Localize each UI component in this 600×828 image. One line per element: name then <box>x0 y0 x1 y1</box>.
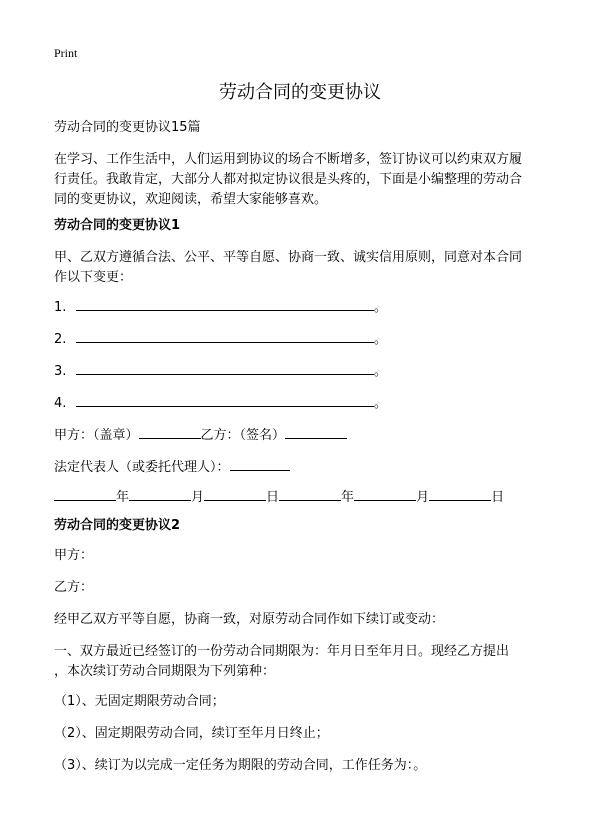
party-a-seal-label: 甲方：（盖章） <box>54 428 139 443</box>
change-item-3 <box>54 360 554 382</box>
year-label-b: 年 <box>341 490 355 505</box>
day-label-b: 日 <box>491 490 505 505</box>
month-blank-b <box>354 486 416 501</box>
intro-line-3: 同的变更协议，欢迎阅读，希望大家能够喜欢。 <box>54 192 328 207</box>
change-item-4 <box>54 392 554 414</box>
fill-blank <box>76 328 374 343</box>
clause-1-line-1: 一、双方最近已经签订的一份劳动合同期限为：年月日至年月日。现经乙方提出 <box>54 644 510 659</box>
item-end: 。 <box>374 300 388 315</box>
date-row <box>54 486 554 508</box>
item-number: 4. <box>54 396 67 411</box>
fill-blank <box>76 360 374 375</box>
month-label-a: 月 <box>191 490 205 505</box>
item-number: 3. <box>54 364 67 379</box>
year-label-a: 年 <box>116 490 130 505</box>
section-2-heading: 劳动合同的变更协议2 <box>54 518 181 533</box>
change-item-1 <box>54 296 554 318</box>
item-end: 。 <box>374 396 388 411</box>
clause-1-line-2: ，本次续订劳动合同期限为下列第种： <box>54 664 276 679</box>
month-blank-a <box>129 486 191 501</box>
intro-line-2: 行责任。我敢肯定，大部分人都对拟定协议很是头疼的，下面是小编整理的劳动合 <box>54 172 523 187</box>
fill-blank <box>76 296 374 311</box>
party-b-blank <box>285 424 347 439</box>
section-1-para-line-2: 作以下变更： <box>54 270 133 285</box>
document-title: 劳动合同的变更协议 <box>219 82 381 103</box>
option-3: （3）、续订为以完成一定任务为期限的劳动合同，工作任务为：。 <box>54 758 427 773</box>
year-blank-b <box>279 486 341 501</box>
item-number: 2. <box>54 332 67 347</box>
document-subtitle: 劳动合同的变更协议15篇 <box>54 120 201 135</box>
legal-rep-blank <box>230 456 290 471</box>
item-end: 。 <box>374 332 388 347</box>
section-2-party-a: 甲方： <box>54 548 94 563</box>
section-1-para-line-1: 甲、乙双方遵循合法、公平、平等自愿、协商一致、诚实信用原则，同意对本合同 <box>54 250 523 265</box>
change-item-2 <box>54 328 554 350</box>
party-a-blank <box>139 424 201 439</box>
intro-line-1: 在学习、工作生活中，人们运用到协议的场合不断增多，签订协议可以约束双方履 <box>54 152 523 167</box>
month-label-b: 月 <box>416 490 430 505</box>
day-label-a: 日 <box>266 490 280 505</box>
item-end: 。 <box>374 364 388 379</box>
section-2-party-b: 乙方： <box>54 580 94 595</box>
legal-rep-label: 法定代表人（或委托代理人）： <box>54 460 230 475</box>
party-b-sign-label: 乙方：（签名） <box>200 428 286 443</box>
option-2: （2）、固定期限劳动合同，续订至年月日终止； <box>54 726 329 741</box>
day-blank-a <box>204 486 266 501</box>
section-2-agreement: 经甲乙双方平等自愿，协商一致，对原劳动合同作如下续订或变动： <box>54 612 445 627</box>
fill-blank <box>76 392 374 407</box>
day-blank-b <box>429 486 491 501</box>
legal-rep-row <box>54 456 554 478</box>
signature-row <box>54 424 554 446</box>
section-1-heading: 劳动合同的变更协议1 <box>54 218 181 233</box>
item-number: 1. <box>54 300 67 315</box>
year-blank-a <box>54 486 116 501</box>
option-1: （1）、无固定期限劳动合同； <box>54 694 225 709</box>
print-link[interactable]: Print <box>54 46 78 60</box>
